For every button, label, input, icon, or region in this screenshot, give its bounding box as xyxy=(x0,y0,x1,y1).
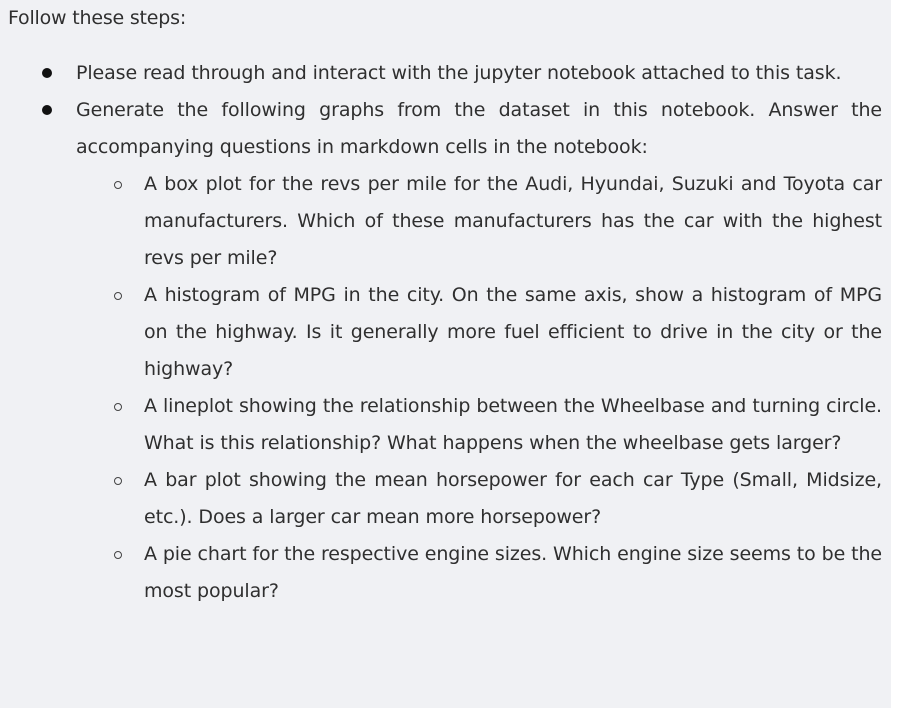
bullet-icon xyxy=(42,105,52,115)
graph-text: A box plot for the revs per mile for the Audi, Hyundai, Suzuki and Toyota car manufacturers. Which of these manufacturers has the car with the highest revs per mile? xyxy=(144,173,882,269)
bullet-icon xyxy=(42,68,52,78)
graph-text: A pie chart for the respective engine sizes. Which engine size seems to be the most popular? xyxy=(144,543,882,602)
graph-item xyxy=(0,462,891,536)
step-text: Generate the following graphs from the dataset in this notebook. Answer the accompanying questions in markdown cells in the notebook: xyxy=(76,99,882,158)
graph-text: A lineplot showing the relationship between the Wheelbase and turning circle. What is this relationship? What happens when the wheelbase gets larger? xyxy=(144,395,882,454)
step-item xyxy=(0,55,891,92)
intro-text: Follow these steps: xyxy=(8,7,187,29)
graph-item xyxy=(0,536,891,610)
step-text: Please read through and interact with the jupyter notebook attached to this task. xyxy=(76,62,842,84)
step-item xyxy=(0,92,891,166)
graph-item xyxy=(0,388,891,462)
steps-list xyxy=(0,55,891,610)
graphs-list xyxy=(0,166,891,610)
graph-item xyxy=(0,277,891,388)
circle-bullet-icon xyxy=(114,403,122,411)
circle-bullet-icon xyxy=(114,292,122,300)
circle-bullet-icon xyxy=(114,551,122,559)
graph-item xyxy=(0,166,891,277)
graph-text: A bar plot showing the mean horsepower for each car Type (Small, Midsize, etc.). Does a larger car mean more horsepower? xyxy=(144,469,882,528)
circle-bullet-icon xyxy=(114,181,122,189)
circle-bullet-icon xyxy=(114,477,122,485)
graph-text: A histogram of MPG in the city. On the same axis, show a histogram of MPG on the highway. Is it generally more fuel efficient to drive in the city or the highway? xyxy=(144,284,882,380)
